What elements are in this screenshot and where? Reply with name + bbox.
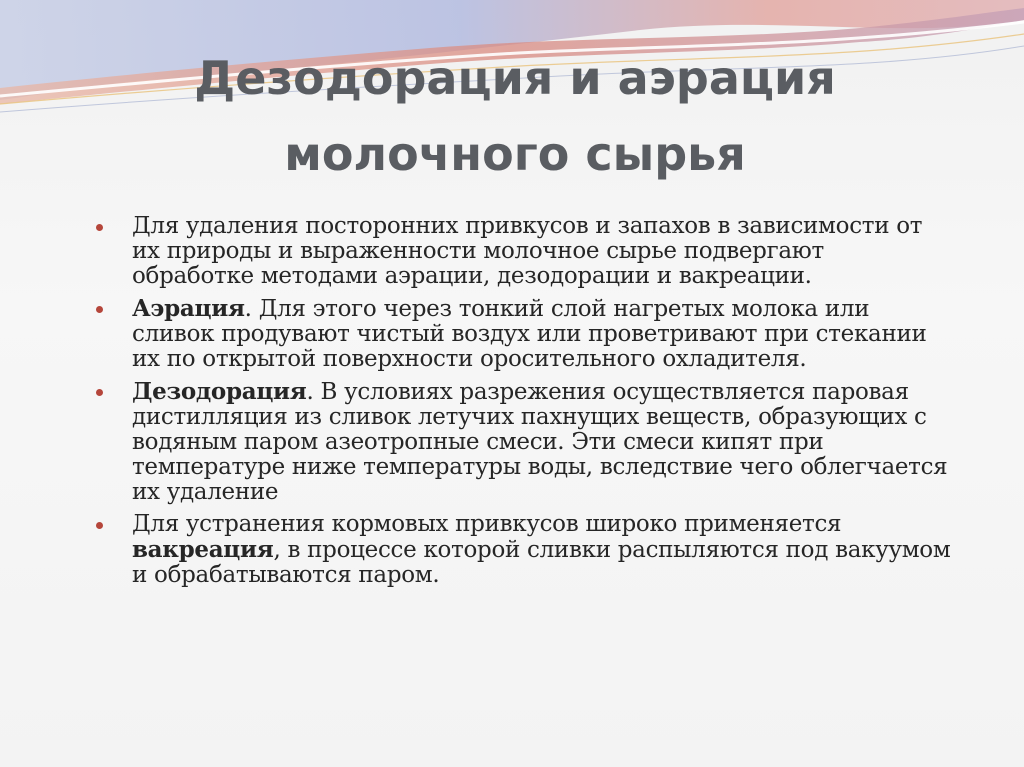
bullet-term: Дезодорация bbox=[132, 378, 307, 405]
title-line-1: Дезодорация и аэрация bbox=[194, 51, 836, 105]
bullet-text-before: Для устранения кормовых привкусов широко применяется bbox=[132, 511, 842, 537]
slide-title bbox=[90, 40, 940, 192]
title-line-2: молочного сырья bbox=[284, 127, 746, 181]
bullet-item-3 bbox=[92, 379, 952, 505]
bullet-item-1 bbox=[92, 214, 952, 289]
bullet-list bbox=[92, 214, 952, 595]
bullet-text: , в процессе которой сливки распыляются под вакуумом и обрабатываются паром. bbox=[132, 537, 951, 588]
bullet-term: Аэрация bbox=[132, 295, 245, 322]
bullet-term: вакреация bbox=[132, 536, 274, 563]
bullet-text: . Для этого через тонкий слой нагретых молока или сливок продувают чистый воздух или проветривают при стекании их по открытой поверхности оросительного охладителя. bbox=[132, 296, 927, 372]
bullet-text: . В условиях разрежения осуществляется паровая дистилляция из сливок летучих пахнущих веществ, образующих с водяным паром азеотропные смеси. Эти смеси кипят при температуре ниже температуры воды, вследствие чего облегчается их удаление bbox=[132, 379, 948, 505]
bullet-dot-icon bbox=[96, 522, 103, 529]
bullet-item-2 bbox=[92, 296, 952, 372]
bullet-item-4 bbox=[92, 512, 952, 588]
bullet-text: Для удаления посторонних привкусов и запахов в зависимости от их природы и выраженности молочное сырье подвергают обработке методами аэрации, дезодорации и вакреации. bbox=[132, 213, 923, 289]
bullet-dot-icon bbox=[96, 389, 103, 396]
bullet-dot-icon bbox=[96, 306, 103, 313]
bullet-dot-icon bbox=[96, 224, 103, 231]
